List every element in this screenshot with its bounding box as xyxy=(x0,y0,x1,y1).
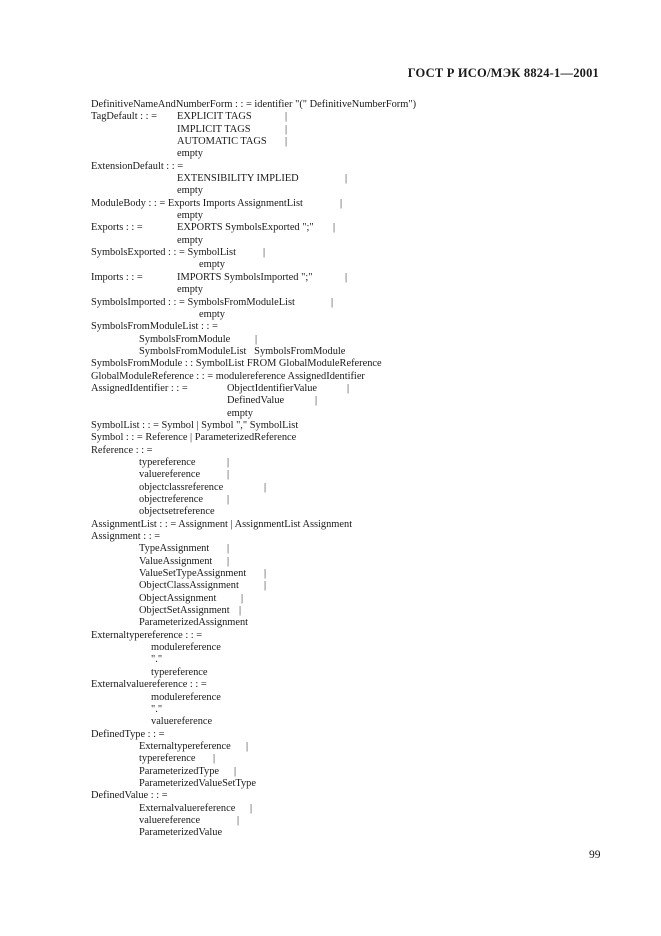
syntax-text: modulereference xyxy=(151,691,221,703)
syntax-text: ModuleBody : : = Exports Imports AssignmentList xyxy=(91,197,303,209)
alternative-bar: | xyxy=(213,753,216,765)
syntax-text: valuereference xyxy=(139,469,201,481)
syntax-text: ValueAssignment xyxy=(139,555,213,567)
syntax-text: ParameterizedValue xyxy=(139,827,223,839)
syntax-text: ParameterizedValueSetType xyxy=(139,777,256,789)
alternative-bar: | xyxy=(237,814,240,826)
alternative-bar: | xyxy=(250,802,253,814)
syntax-text: modulereference xyxy=(151,642,221,654)
syntax-text: TypeAssignment xyxy=(139,543,210,555)
syntax-text: empty xyxy=(199,259,225,271)
syntax-line xyxy=(91,482,611,494)
syntax-line xyxy=(91,148,611,160)
syntax-line xyxy=(91,185,611,197)
syntax-text: ObjectClassAssignment xyxy=(139,580,239,592)
syntax-line xyxy=(91,395,611,407)
alternative-bar: | xyxy=(234,765,237,777)
alternative-bar: | xyxy=(264,580,267,592)
syntax-line xyxy=(91,210,611,222)
alternative-bar: | xyxy=(315,395,318,407)
syntax-text: empty xyxy=(177,185,203,197)
alternative-bar: | xyxy=(255,333,258,345)
syntax-text: "." xyxy=(151,654,163,666)
syntax-line xyxy=(91,593,611,605)
syntax-text: Imports : : = xyxy=(91,271,143,283)
syntax-text: AssignmentList : : = Assignment | AssignmentList Assignment xyxy=(91,518,353,530)
syntax-text: ParameterizedAssignment xyxy=(139,617,249,629)
alternative-bar: | xyxy=(227,543,230,555)
syntax-line xyxy=(91,247,611,259)
syntax-text: empty xyxy=(199,308,225,320)
syntax-line xyxy=(91,803,611,815)
syntax-text: Externaltypereference xyxy=(139,740,231,752)
alternative-bar: | xyxy=(264,568,267,580)
syntax-line xyxy=(91,259,611,271)
syntax-text: EXTENSIBILITY IMPLIED xyxy=(177,173,299,185)
syntax-line xyxy=(91,161,611,173)
syntax-line xyxy=(91,408,611,420)
syntax-line xyxy=(91,679,611,691)
syntax-text: Externalvaluereference : : = xyxy=(91,679,207,691)
syntax-text: valuereference xyxy=(139,814,201,826)
syntax-text: SymbolsFromModuleList SymbolsFromModule xyxy=(139,345,346,357)
syntax-line xyxy=(91,136,611,148)
syntax-line xyxy=(91,99,611,111)
syntax-line xyxy=(91,531,611,543)
syntax-text: GlobalModuleReference : : = modulereference AssignedIdentifier xyxy=(91,370,365,382)
syntax-line xyxy=(91,469,611,481)
asn1-syntax-listing xyxy=(91,99,611,840)
syntax-text: typereference xyxy=(151,666,208,678)
syntax-text: "." xyxy=(151,703,163,715)
syntax-text: Externaltypereference : : = xyxy=(91,629,203,641)
syntax-line xyxy=(91,222,611,234)
syntax-line xyxy=(91,667,611,679)
syntax-line xyxy=(91,630,611,642)
syntax-text: SymbolsImported : : = SymbolsFromModuleList xyxy=(91,296,295,308)
syntax-text: Exports : : = xyxy=(91,222,143,234)
syntax-text: typereference xyxy=(139,753,196,765)
syntax-text: typereference xyxy=(139,456,196,468)
syntax-line xyxy=(91,309,611,321)
syntax-line xyxy=(91,457,611,469)
syntax-text: SymbolsExported : : = SymbolList xyxy=(91,247,236,259)
syntax-line xyxy=(91,704,611,716)
syntax-line xyxy=(91,445,611,457)
syntax-line xyxy=(91,506,611,518)
syntax-line xyxy=(91,371,611,383)
syntax-text: IMPLICIT TAGS xyxy=(177,123,251,135)
syntax-text: empty xyxy=(177,148,203,160)
syntax-text: empty xyxy=(177,284,203,296)
syntax-text: ParameterizedType xyxy=(139,765,220,777)
syntax-text: empty xyxy=(227,407,253,419)
syntax-text: DefinitiveNameAndNumberForm : : = identifier "(" DefinitiveNumberForm") xyxy=(91,99,417,110)
syntax-text: DefinedValue : : = xyxy=(91,790,168,802)
syntax-line xyxy=(91,519,611,531)
syntax-line xyxy=(91,617,611,629)
alternative-bar: | xyxy=(331,296,334,308)
alternative-bar: | xyxy=(285,123,288,135)
syntax-text: ExtensionDefault : : = xyxy=(91,160,184,172)
page-number: 99 xyxy=(589,849,601,861)
alternative-bar: | xyxy=(227,456,230,468)
alternative-bar: | xyxy=(241,592,244,604)
alternative-bar: | xyxy=(239,605,242,617)
syntax-line xyxy=(91,420,611,432)
alternative-bar: | xyxy=(340,197,343,209)
alternative-bar: | xyxy=(345,271,348,283)
syntax-text: AssignedIdentifier : : = xyxy=(91,382,188,394)
syntax-text: ValueSetTypeAssignment xyxy=(139,568,247,580)
syntax-text: SymbolsFromModule : : SymbolList FROM GlobalModuleReference xyxy=(91,358,382,370)
syntax-line xyxy=(91,827,611,839)
syntax-line xyxy=(91,654,611,666)
syntax-text: ObjectIdentifierValue xyxy=(227,382,318,394)
syntax-text: EXPLICIT TAGS xyxy=(177,111,252,123)
syntax-text: valuereference xyxy=(151,716,213,728)
syntax-text: Externalvaluereference xyxy=(139,802,236,814)
syntax-text: DefinedType : : = xyxy=(91,728,165,740)
syntax-text: Assignment : : = xyxy=(91,531,161,543)
syntax-text: empty xyxy=(177,210,203,222)
syntax-line xyxy=(91,111,611,123)
alternative-bar: | xyxy=(285,136,288,148)
syntax-line xyxy=(91,235,611,247)
syntax-line xyxy=(91,766,611,778)
syntax-line xyxy=(91,778,611,790)
alternative-bar: | xyxy=(285,111,288,123)
syntax-line xyxy=(91,198,611,210)
syntax-line xyxy=(91,729,611,741)
syntax-text: Reference : : = xyxy=(91,444,153,456)
alternative-bar: | xyxy=(227,469,230,481)
syntax-line xyxy=(91,284,611,296)
syntax-line xyxy=(91,297,611,309)
syntax-line xyxy=(91,790,611,802)
syntax-line xyxy=(91,753,611,765)
alternative-bar: | xyxy=(227,555,230,567)
alternative-bar: | xyxy=(347,382,350,394)
syntax-line xyxy=(91,334,611,346)
syntax-text: IMPORTS SymbolsImported ";" xyxy=(177,271,313,283)
alternative-bar: | xyxy=(227,494,230,505)
syntax-text: ObjectAssignment xyxy=(139,592,217,604)
alternative-bar: | xyxy=(345,173,348,185)
syntax-line xyxy=(91,173,611,185)
syntax-text: DefinedValue xyxy=(227,395,285,407)
syntax-text: TagDefault : : = xyxy=(91,111,158,123)
syntax-line xyxy=(91,716,611,728)
syntax-line xyxy=(91,568,611,580)
alternative-bar: | xyxy=(263,247,266,259)
syntax-text: ObjectSetAssignment xyxy=(139,605,230,617)
alternative-bar: | xyxy=(246,740,249,752)
syntax-line xyxy=(91,383,611,395)
syntax-line xyxy=(91,124,611,136)
syntax-line xyxy=(91,272,611,284)
syntax-text: objectreference xyxy=(139,494,204,505)
syntax-line xyxy=(91,642,611,654)
syntax-text: objectclassreference xyxy=(139,481,224,493)
syntax-text: Symbol : : = Reference | ParameterizedReference xyxy=(91,432,297,444)
alternative-bar: | xyxy=(264,481,267,493)
syntax-text: SymbolsFromModuleList : : = xyxy=(91,321,218,333)
syntax-text: empty xyxy=(177,234,203,246)
syntax-line xyxy=(91,692,611,704)
syntax-text: SymbolsFromModule xyxy=(139,333,231,345)
syntax-line xyxy=(91,580,611,592)
syntax-line xyxy=(91,815,611,827)
syntax-text: SymbolList : : = Symbol | Symbol "," SymbolList xyxy=(91,419,299,431)
syntax-text: AUTOMATIC TAGS xyxy=(177,136,267,148)
syntax-line xyxy=(91,556,611,568)
syntax-line xyxy=(91,494,611,506)
syntax-line xyxy=(91,432,611,444)
syntax-line xyxy=(91,321,611,333)
syntax-text: objectsetreference xyxy=(139,506,215,518)
document-header: ГОСТ Р ИСО/МЭК 8824-1—2001 xyxy=(407,66,599,80)
syntax-line xyxy=(91,605,611,617)
syntax-line xyxy=(91,358,611,370)
alternative-bar: | xyxy=(333,222,336,234)
syntax-line xyxy=(91,346,611,358)
syntax-line xyxy=(91,741,611,753)
syntax-line xyxy=(91,543,611,555)
syntax-text: EXPORTS SymbolsExported ";" xyxy=(177,222,314,234)
